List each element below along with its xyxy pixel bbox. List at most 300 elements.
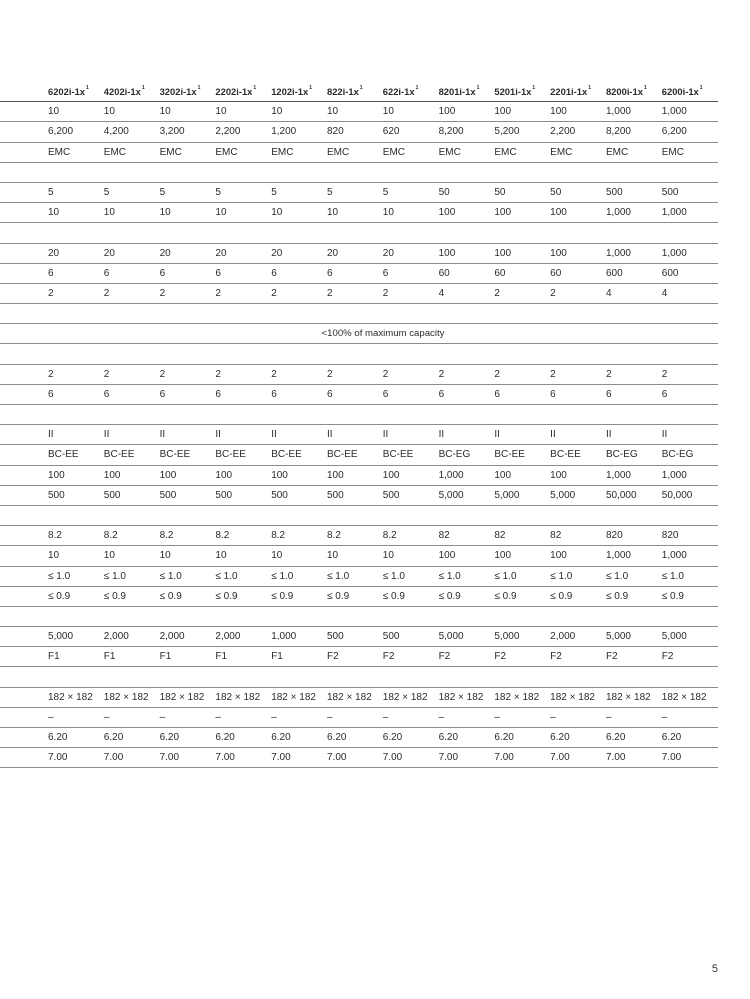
table-cell: 50,000 bbox=[605, 489, 637, 501]
table-cell: 8.2 bbox=[215, 530, 230, 542]
table-cell: 1,000 bbox=[661, 469, 687, 481]
table-cell: 500 bbox=[326, 489, 344, 501]
table-cell: – bbox=[550, 711, 556, 723]
table-cell: 1,000 bbox=[605, 469, 631, 481]
table-cell: II bbox=[215, 429, 221, 441]
table-cell: 5 bbox=[382, 187, 389, 199]
table-cell: 100 bbox=[438, 550, 456, 562]
table-row bbox=[0, 425, 718, 445]
table-cell: 5,200 bbox=[494, 126, 520, 138]
table-cell: 6 bbox=[159, 388, 166, 400]
table-cell: EMC bbox=[494, 146, 517, 158]
table-cell: 1,000 bbox=[605, 106, 631, 118]
table-row bbox=[0, 546, 718, 566]
table-cell: BC-EE bbox=[215, 449, 246, 461]
table-cell: 6 bbox=[382, 267, 389, 279]
table-cell: 60 bbox=[550, 267, 562, 279]
table-cell: 82 bbox=[494, 530, 506, 542]
table-cell: 100 bbox=[438, 207, 456, 219]
column-header-label: 822i-1x bbox=[326, 86, 359, 98]
table-cell: ≤ 0.9 bbox=[550, 590, 573, 602]
table-cell: 6.20 bbox=[382, 732, 403, 744]
table-cell: 6 bbox=[215, 388, 221, 400]
section-spacer-row bbox=[0, 405, 718, 425]
table-cell: F2 bbox=[438, 651, 451, 663]
table-cell: F1 bbox=[48, 651, 60, 663]
table-cell: 10 bbox=[382, 207, 394, 219]
table-cell: 500 bbox=[326, 631, 344, 643]
table-cell: EMC bbox=[661, 146, 684, 158]
table-cell: 10 bbox=[271, 106, 283, 118]
table-cell: 6.20 bbox=[605, 732, 626, 744]
table-span-row bbox=[0, 324, 718, 344]
table-cell: 100 bbox=[494, 207, 512, 219]
table-cell: 7.00 bbox=[438, 752, 459, 764]
table-cell: F1 bbox=[215, 651, 228, 663]
table-cell: 82 bbox=[438, 530, 450, 542]
table-cell: 182 × 182 bbox=[550, 691, 595, 703]
table-cell: ≤ 1.0 bbox=[159, 570, 182, 582]
table-cell: 100 bbox=[494, 469, 512, 481]
footnote-marker: 1 bbox=[699, 85, 703, 92]
table-cell: 8.2 bbox=[271, 530, 286, 542]
table-cell: 2 bbox=[494, 368, 500, 380]
table-cell: 100 bbox=[550, 106, 567, 118]
table-cell: 7.00 bbox=[159, 752, 180, 764]
table-cell: 10 bbox=[48, 106, 60, 118]
column-header bbox=[550, 86, 606, 97]
table-row bbox=[0, 567, 718, 587]
column-header-label: 6200i-1x bbox=[661, 86, 699, 98]
table-cell: 5,000 bbox=[494, 489, 520, 501]
table-cell: 1,000 bbox=[661, 207, 687, 219]
table-cell: 6.20 bbox=[550, 732, 570, 744]
table-cell: 7.00 bbox=[661, 752, 682, 764]
table-cell: 6.20 bbox=[661, 732, 682, 744]
table-cell: 7.00 bbox=[326, 752, 347, 764]
table-cell: II bbox=[605, 429, 612, 441]
table-cell: II bbox=[550, 429, 556, 441]
table-cell: 10 bbox=[215, 106, 227, 118]
table-cell: 6.20 bbox=[271, 732, 291, 744]
table-cell: 3,200 bbox=[159, 126, 185, 138]
table-cell: 5,000 bbox=[550, 489, 576, 501]
table-cell: 6 bbox=[438, 388, 445, 400]
table-cell: ≤ 1.0 bbox=[271, 570, 294, 582]
table-cell: 50,000 bbox=[661, 489, 693, 501]
table-cell: 6 bbox=[215, 267, 221, 279]
table-cell: 7.00 bbox=[382, 752, 403, 764]
table-cell: 6 bbox=[271, 388, 277, 400]
table-cell: ≤ 0.9 bbox=[271, 590, 294, 602]
table-cell: 50 bbox=[438, 187, 450, 199]
table-cell: 182 × 182 bbox=[661, 691, 707, 703]
table-cell: 2,000 bbox=[550, 631, 576, 643]
table-cell: ≤ 1.0 bbox=[103, 570, 126, 582]
table-cell: 182 × 182 bbox=[605, 691, 651, 703]
table-row bbox=[0, 587, 718, 607]
table-cell: 20 bbox=[271, 247, 283, 259]
section-spacer-row bbox=[0, 607, 718, 627]
table-cell: 6.20 bbox=[494, 732, 514, 744]
table-cell: 5,000 bbox=[438, 489, 464, 501]
column-header-label: 2202i-1x bbox=[215, 86, 253, 98]
table-cell: ≤ 0.9 bbox=[159, 590, 182, 602]
table-cell: 100 bbox=[382, 469, 400, 481]
table-cell: 6 bbox=[103, 267, 110, 279]
table-cell: 2 bbox=[550, 368, 556, 380]
table-cell: 5,000 bbox=[605, 631, 631, 643]
table-cell: 2 bbox=[159, 368, 166, 380]
table-cell: 2,200 bbox=[550, 126, 576, 138]
column-header bbox=[104, 86, 160, 97]
table-cell: 100 bbox=[48, 469, 65, 481]
table-row bbox=[0, 284, 718, 304]
footnote-marker: 1 bbox=[359, 85, 363, 92]
table-cell: 182 × 182 bbox=[48, 691, 93, 703]
table-cell: 20 bbox=[382, 247, 394, 259]
table-cell: 5 bbox=[215, 187, 221, 199]
table-cell: 10 bbox=[103, 550, 115, 562]
table-cell: F1 bbox=[271, 651, 283, 663]
table-cell: 5,000 bbox=[48, 631, 74, 643]
table-cell: 5 bbox=[48, 187, 54, 199]
table-cell: ≤ 1.0 bbox=[48, 570, 71, 582]
table-cell: 60 bbox=[438, 267, 450, 279]
column-header-label: 3202i-1x bbox=[159, 86, 197, 98]
table-cell: 1,000 bbox=[605, 207, 631, 219]
table-cell: ≤ 1.0 bbox=[550, 570, 573, 582]
table-cell: II bbox=[159, 429, 166, 441]
table-cell: ≤ 0.9 bbox=[661, 590, 684, 602]
column-header bbox=[327, 86, 383, 97]
table-cell: 7.00 bbox=[271, 752, 291, 764]
table-cell: 500 bbox=[382, 489, 400, 501]
table-cell: 20 bbox=[103, 247, 115, 259]
table-cell: 8.2 bbox=[159, 530, 174, 542]
column-header bbox=[160, 86, 216, 97]
table-cell: 182 × 182 bbox=[159, 691, 205, 703]
table-cell: 8.2 bbox=[382, 530, 397, 542]
table-cell: 182 × 182 bbox=[382, 691, 428, 703]
table-cell: – bbox=[215, 711, 221, 723]
column-header bbox=[439, 86, 495, 97]
table-cell: 820 bbox=[661, 530, 679, 542]
table-cell: EMC bbox=[48, 146, 71, 158]
table-cell: 7.00 bbox=[215, 752, 235, 764]
table-cell: 6 bbox=[326, 267, 333, 279]
table-cell: 100 bbox=[103, 469, 121, 481]
table-cell: – bbox=[159, 711, 166, 723]
section-spacer-row bbox=[0, 667, 718, 687]
table-cell: 10 bbox=[382, 550, 394, 562]
column-header-label: 5201i-1x bbox=[494, 86, 532, 98]
footnote-marker: 1 bbox=[141, 85, 145, 92]
table-row bbox=[0, 385, 718, 405]
table-cell: 2,000 bbox=[159, 631, 185, 643]
footnote-marker: 1 bbox=[309, 85, 312, 92]
table-cell: 2 bbox=[326, 368, 333, 380]
table-cell: 2 bbox=[48, 287, 54, 299]
table-cell: 2 bbox=[215, 287, 221, 299]
table-cell: 2 bbox=[605, 368, 612, 380]
table-cell: 20 bbox=[159, 247, 171, 259]
table-cell: 2 bbox=[661, 368, 668, 380]
column-header bbox=[383, 86, 439, 97]
table-cell: 182 × 182 bbox=[271, 691, 316, 703]
table-cell: 20 bbox=[215, 247, 227, 259]
table-cell: 8,200 bbox=[605, 126, 631, 138]
table-cell: 2,000 bbox=[215, 631, 241, 643]
table-cell: 1,000 bbox=[271, 631, 297, 643]
table-cell: – bbox=[103, 711, 110, 723]
table-cell: 500 bbox=[382, 631, 400, 643]
table-cell: F2 bbox=[326, 651, 339, 663]
table-cell: 500 bbox=[215, 489, 233, 501]
table-cell: II bbox=[494, 429, 500, 441]
table-cell: 10 bbox=[326, 207, 339, 219]
table-cell: ≤ 0.9 bbox=[438, 590, 461, 602]
table-cell: F2 bbox=[550, 651, 562, 663]
page-number: 5 bbox=[711, 963, 718, 975]
table-cell: 620 bbox=[382, 126, 400, 138]
table-cell: 182 × 182 bbox=[326, 691, 372, 703]
table-cell: BC-EE bbox=[494, 449, 525, 461]
table-cell: ≤ 0.9 bbox=[48, 590, 71, 602]
table-cell: 5,000 bbox=[494, 631, 520, 643]
table-cell: 6 bbox=[159, 267, 166, 279]
table-cell: 10 bbox=[48, 207, 60, 219]
table-cell: 6 bbox=[271, 267, 277, 279]
table-row bbox=[0, 143, 718, 163]
table-cell: EMC bbox=[159, 146, 182, 158]
table-cell: 2 bbox=[550, 287, 556, 299]
table-cell: 6,200 bbox=[48, 126, 74, 138]
table-cell: ≤ 0.9 bbox=[605, 590, 629, 602]
table-cell: 100 bbox=[550, 469, 567, 481]
footnote-marker: 1 bbox=[415, 85, 419, 92]
table-row bbox=[0, 627, 718, 647]
table-cell: BC-EG bbox=[438, 449, 471, 461]
column-header-label: 2201i-1x bbox=[550, 86, 588, 98]
table-cell: BC-EE bbox=[382, 449, 414, 461]
table-cell: 5,000 bbox=[661, 631, 687, 643]
table-cell: 10 bbox=[159, 550, 171, 562]
table-cell: 6 bbox=[48, 267, 54, 279]
table-cell: 6.20 bbox=[326, 732, 347, 744]
table-cell: 6 bbox=[550, 388, 556, 400]
table-cell: BC-EE bbox=[550, 449, 581, 461]
table-cell: 6 bbox=[103, 388, 110, 400]
table-cell: 10 bbox=[215, 550, 227, 562]
table-cell: 4,200 bbox=[103, 126, 129, 138]
footnote-marker: 1 bbox=[476, 85, 480, 92]
table-cell: 6.20 bbox=[103, 732, 124, 744]
column-header-label: 1202i-1x bbox=[271, 86, 309, 98]
table-cell: 100 bbox=[438, 106, 456, 118]
table-cell: 6 bbox=[326, 388, 333, 400]
table-cell: 10 bbox=[326, 106, 339, 118]
table-cell: F1 bbox=[159, 651, 172, 663]
table-cell: II bbox=[48, 429, 54, 441]
table-cell: 1,000 bbox=[661, 550, 687, 562]
table-cell: 6.20 bbox=[48, 732, 68, 744]
table-cell: – bbox=[382, 711, 389, 723]
table-cell: 1,000 bbox=[438, 469, 464, 481]
table-cell: 10 bbox=[215, 207, 227, 219]
table-row bbox=[0, 264, 718, 284]
table-cell: 6.20 bbox=[438, 732, 459, 744]
table-cell: 20 bbox=[326, 247, 339, 259]
table-cell: 500 bbox=[661, 187, 679, 199]
table-cell: ≤ 0.9 bbox=[382, 590, 405, 602]
table-cell: 1,000 bbox=[605, 247, 631, 259]
table-cell: 6 bbox=[605, 388, 612, 400]
table-cell: F2 bbox=[661, 651, 674, 663]
table-cell: 500 bbox=[103, 489, 121, 501]
table-cell: EMC bbox=[326, 146, 350, 158]
table-cell: II bbox=[271, 429, 277, 441]
column-header bbox=[494, 86, 550, 97]
table-cell: 2 bbox=[215, 368, 221, 380]
table-cell: 182 × 182 bbox=[215, 691, 261, 703]
table-cell: 182 × 182 bbox=[103, 691, 149, 703]
table-cell: 7.00 bbox=[605, 752, 626, 764]
table-cell: 5 bbox=[103, 187, 110, 199]
table-cell: 2 bbox=[382, 287, 389, 299]
table-cell: 10 bbox=[48, 550, 60, 562]
table-cell: EMC bbox=[605, 146, 629, 158]
table-cell: 2 bbox=[326, 287, 333, 299]
footnote-marker: 1 bbox=[86, 85, 89, 92]
table-cell: 8.2 bbox=[326, 530, 341, 542]
table-cell: ≤ 0.9 bbox=[326, 590, 350, 602]
table-cell: – bbox=[661, 711, 668, 723]
table-cell: BC-EE bbox=[271, 449, 302, 461]
table-cell: 182 × 182 bbox=[438, 691, 484, 703]
table-cell: 6 bbox=[382, 388, 389, 400]
column-header bbox=[48, 86, 104, 97]
table-row bbox=[0, 122, 718, 142]
table-cell: 2 bbox=[271, 287, 277, 299]
table-header-row bbox=[0, 82, 718, 102]
table-cell: 10 bbox=[382, 106, 394, 118]
table-row bbox=[0, 728, 718, 748]
table-cell: 5,000 bbox=[438, 631, 464, 643]
table-cell: 2,200 bbox=[215, 126, 241, 138]
column-header-label: 8201i-1x bbox=[438, 86, 476, 98]
table-cell: ≤ 1.0 bbox=[215, 570, 238, 582]
table-cell: ≤ 1.0 bbox=[326, 570, 350, 582]
table-cell: F1 bbox=[103, 651, 116, 663]
table-cell: 820 bbox=[326, 126, 344, 138]
table-cell: 10 bbox=[271, 207, 283, 219]
column-header-label: 6202i-1x bbox=[48, 86, 86, 98]
table-row bbox=[0, 102, 718, 122]
section-spacer-row bbox=[0, 223, 718, 243]
footnote-marker: 1 bbox=[253, 85, 257, 92]
table-cell: 10 bbox=[159, 207, 171, 219]
footnote-marker: 1 bbox=[588, 85, 591, 92]
table-cell: BC-EE bbox=[326, 449, 358, 461]
table-cell: 100 bbox=[438, 247, 456, 259]
table-cell: BC-EG bbox=[661, 449, 694, 461]
column-header bbox=[606, 86, 662, 97]
section-spacer-row bbox=[0, 304, 718, 324]
table-cell: 100 bbox=[159, 469, 177, 481]
table-cell: 500 bbox=[605, 187, 623, 199]
section-spacer-row bbox=[0, 506, 718, 526]
column-header-label: 622i-1x bbox=[382, 86, 415, 98]
section-spacer-row bbox=[0, 163, 718, 183]
table-cell: 2 bbox=[48, 368, 54, 380]
table-cell: 100 bbox=[550, 247, 567, 259]
table-cell: 600 bbox=[661, 267, 679, 279]
table-cell: ≤ 1.0 bbox=[382, 570, 405, 582]
table-cell: 100 bbox=[494, 247, 512, 259]
table-cell: II bbox=[382, 429, 389, 441]
table-cell: EMC bbox=[550, 146, 573, 158]
table-cell: – bbox=[326, 711, 333, 723]
table-cell: BC-EE bbox=[103, 449, 135, 461]
table-cell: 100 bbox=[550, 550, 567, 562]
table-cell: EMC bbox=[103, 146, 127, 158]
table-cell: 7.00 bbox=[550, 752, 570, 764]
table-cell: II bbox=[661, 429, 668, 441]
table-cell: 5 bbox=[326, 187, 333, 199]
footnote-marker: 1 bbox=[532, 85, 536, 92]
table-cell: 50 bbox=[550, 187, 562, 199]
table-cell: EMC bbox=[382, 146, 406, 158]
table-row bbox=[0, 445, 718, 465]
table-cell: BC-EE bbox=[159, 449, 191, 461]
table-cell: 6 bbox=[494, 388, 500, 400]
table-cell: 5 bbox=[159, 187, 166, 199]
table-cell: ≤ 1.0 bbox=[438, 570, 461, 582]
table-cell: 2 bbox=[271, 368, 277, 380]
table-cell: 82 bbox=[550, 530, 562, 542]
table-cell: 50 bbox=[494, 187, 506, 199]
table-cell: 7.00 bbox=[103, 752, 124, 764]
table-body bbox=[0, 102, 718, 768]
table-cell: ≤ 0.9 bbox=[494, 590, 517, 602]
table-cell: 4 bbox=[438, 287, 445, 299]
table-cell: II bbox=[103, 429, 110, 441]
table-cell: 100 bbox=[494, 550, 512, 562]
table-cell: – bbox=[438, 711, 445, 723]
table-cell: 500 bbox=[48, 489, 65, 501]
table-cell: 600 bbox=[605, 267, 623, 279]
column-header-label: 8200i-1x bbox=[605, 86, 643, 98]
table-cell: 2 bbox=[382, 368, 389, 380]
table-cell: 60 bbox=[494, 267, 506, 279]
table-row bbox=[0, 748, 718, 768]
table-cell: 1,000 bbox=[661, 247, 687, 259]
table-cell: ≤ 0.9 bbox=[215, 590, 238, 602]
table-cell: 100 bbox=[550, 207, 567, 219]
column-header bbox=[662, 86, 718, 97]
table-cell: 8.2 bbox=[103, 530, 118, 542]
table-row bbox=[0, 526, 718, 546]
table-cell: 10 bbox=[159, 106, 171, 118]
table-row bbox=[0, 688, 718, 708]
table-row bbox=[0, 203, 718, 223]
table-cell: II bbox=[326, 429, 333, 441]
table-cell: ≤ 1.0 bbox=[494, 570, 517, 582]
table-row bbox=[0, 466, 718, 486]
table-row bbox=[0, 708, 718, 728]
table-cell: – bbox=[271, 711, 277, 723]
